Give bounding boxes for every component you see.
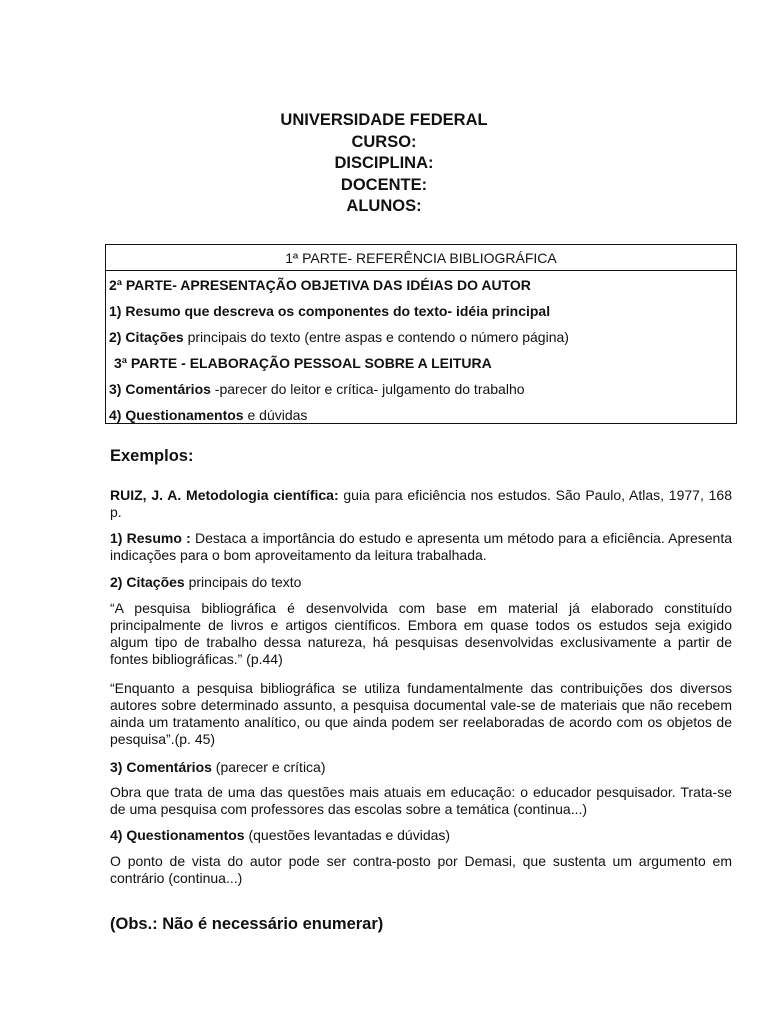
box-row-questionamentos: 4) Questionamentos e dúvidas — [109, 407, 308, 423]
obs-note: (Obs.: Não é necessário enumerar) — [110, 915, 384, 933]
structure-box — [105, 244, 737, 424]
box-row-comentarios: 3) Comentários -parecer do leitor e crítica- julgamento do trabalho — [109, 381, 525, 397]
header-teacher: DOCENTE: — [340, 175, 428, 194]
citacoes-label: 2) Citações principais do texto — [110, 574, 302, 590]
resumo-paragraph: 1) Resumo : Destaca a importância do estudo e apresenta um método para a eficiência. Apresenta indicações para o bom aproveitamento da leitura trabalhada. — [110, 530, 732, 563]
header-course: CURSO: — [351, 132, 417, 151]
document-header — [0, 110, 768, 218]
questionamentos-paragraph: O ponto de vista do autor pode ser contra-posto por Demasi, que sustenta um argumento em contrário (continua...) — [110, 853, 732, 886]
quote-2: “Enquanto a pesquisa bibliográfica se utiliza fundamentalmente das contribuições dos diversos autores sobre determinado assunto, a pesquisa documental vale-se de materiais que não recebem ainda um tratamento analítico, ou que ainda podem ser reelaboradas de acordo com os objetos de pesquisa”.(p. 45) — [110, 680, 732, 747]
examples-heading: Exemplos: — [110, 447, 194, 465]
comentarios-label: 3) Comentários (parecer e crítica) — [110, 759, 326, 775]
reference-paragraph: RUIZ, J. A. Metodologia científica: guia para eficiência nos estudos. São Paulo, Atlas, 1977, 168 p. — [110, 487, 732, 520]
header-students: ALUNOS: — [346, 197, 422, 215]
header-university: UNIVERSIDADE FEDERAL — [280, 111, 488, 129]
quote-1: “A pesquisa bibliográfica é desenvolvida com base em material já elaborado constituído principalmente de livros e artigos científicos. Embora em quase todos os estudos seja exigido algum tipo de trabalho dessa natureza, há pesquisas desenvolvidas exclusivamente a partir de fontes bibliográficas.” (p.44) — [110, 600, 732, 667]
comentarios-paragraph: Obra que trata de uma das questões mais atuais em educação: o educador pesquisador. Trata-se de uma pesquisa com professores das escolas sobre a temática (continua...) — [110, 784, 732, 817]
box-row-part2: 2ª PARTE- APRESENTAÇÃO OBJETIVA DAS IDÉIAS DO AUTOR — [109, 277, 531, 293]
header-discipline: DISCIPLINA: — [334, 154, 434, 172]
box-row-part1: 1ª PARTE- REFERÊNCIA BIBLIOGRÁFICA — [106, 245, 736, 271]
box-row-resumo: 1) Resumo que descreva os componentes do texto- idéia principal — [109, 303, 551, 319]
questionamentos-label: 4) Questionamentos (questões levantadas e dúvidas) — [110, 827, 451, 843]
box-row-citacoes: 2) Citações principais do texto (entre aspas e contendo o número página) — [109, 329, 569, 345]
box-row-part3: 3ª PARTE - ELABORAÇÃO PESSOAL SOBRE A LEITURA — [114, 355, 492, 371]
